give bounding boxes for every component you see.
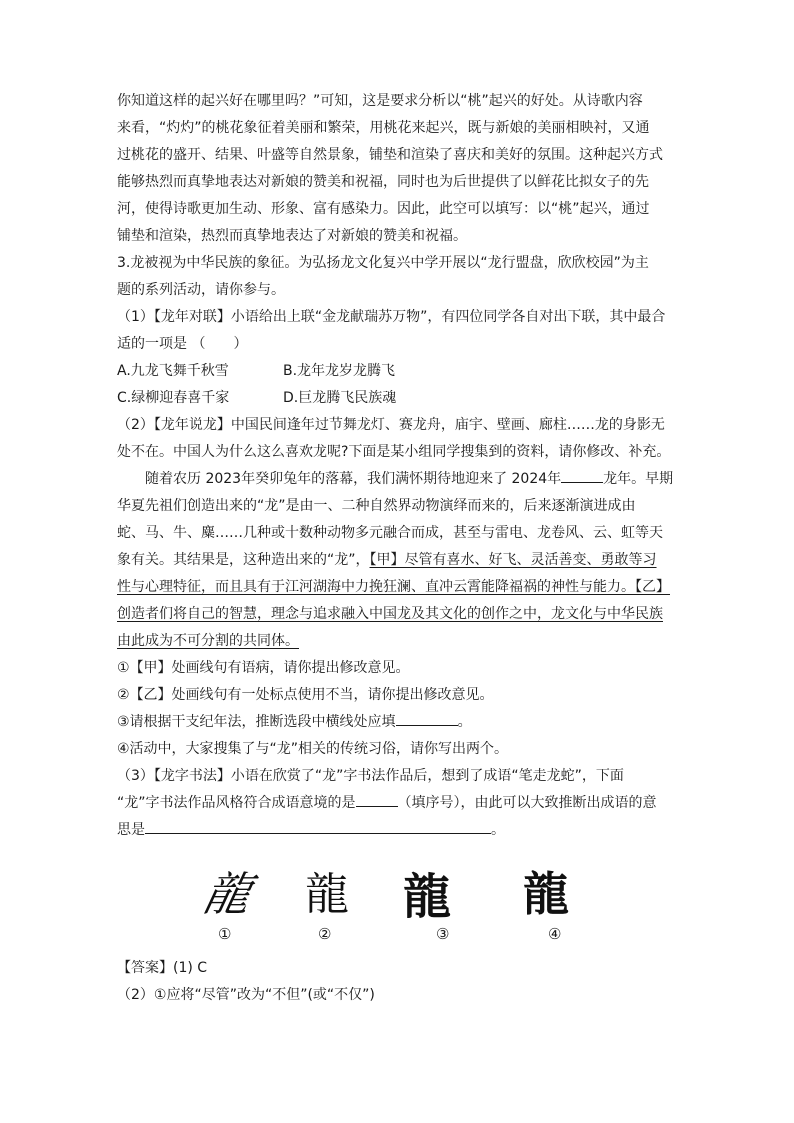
calligraphy-glyph-3: 龍 — [403, 869, 452, 925]
sub-question: ②【乙】处画线句有一处标点使用不当，请你提出修改意见。 — [117, 687, 494, 703]
fill-blank — [356, 792, 398, 807]
sub-question — [117, 709, 677, 736]
fill-blank — [396, 711, 458, 726]
passage-line — [117, 466, 677, 493]
passage-text: 龙年。早期 — [603, 471, 674, 487]
sub-question: ①【甲】处画线句有语病，请你提出修改意见。 — [117, 660, 410, 676]
answer-line: 【答案】(1) C — [117, 960, 208, 976]
fill-blank — [561, 468, 603, 483]
fill-blank — [145, 819, 491, 834]
calligraphy-samples — [198, 858, 605, 925]
calligraphy-glyph-4: 龍 — [523, 867, 569, 921]
option-a: A.九龙飞舞千秋雪 — [117, 363, 229, 379]
intro-line: 来看，“灼灼”的桃花象征着美丽和繁荣，用桃花来起兴，既与新娘的美丽相映衬，又通 — [117, 120, 650, 136]
part1-prompt: 适的一项是 （ ） — [117, 336, 248, 352]
main-text — [117, 88, 677, 844]
calligraphy-number: ④ — [548, 925, 562, 943]
underlined-sentence-jia: 【甲】尽管有喜水、好飞、灵活善变、勇敢等习 — [369, 552, 657, 568]
answer-section — [117, 955, 677, 1009]
passage-line — [117, 574, 677, 601]
intro-line: 河，使得诗歌更加生动、形象、富有感染力。因此，此空可以填写：以“桃”起兴，通过 — [117, 201, 650, 217]
underlined-sentence-yi: 【乙】 — [635, 579, 670, 595]
intro-line: 你知道这样的起兴好在哪里吗？”可知，这是要求分析以“桃”起兴的好处。从诗歌内容 — [117, 93, 643, 109]
calligraphy-number: ② — [318, 925, 332, 943]
question-stem: 3.龙被视为中华民族的象征。为弘扬龙文化复兴中学开展以“龙行盟盘，欣欣校园”为主 — [117, 255, 649, 271]
calligraphy-number: ③ — [436, 925, 450, 943]
part3-prompt — [117, 817, 677, 844]
part3-prompt: （3）【龙字书法】小语在欣赏了“龙”字书法作品后，想到了成语“笔走龙蛇”，下面 — [117, 768, 624, 784]
passage-line: 华夏先祖们创造出来的“龙”是由一、二种自然界动物演绎而来的，后来逐渐演进成由 — [117, 498, 636, 514]
passage-text: 象有关。其结果是，这种造出来的“龙”， — [117, 552, 370, 568]
sub-question-text: 。 — [457, 714, 472, 730]
passage-line: 蛇、马、牛、麋……几种或十数种动物多元融合而成，甚至与雷电、龙卷风、云、虹等天 — [117, 525, 663, 541]
underlined-sentence-jia: 性与心理特征，而且具有于江河湖海中力挽狂澜、直冲云霄能降福祸的神性与能力。 — [117, 579, 635, 595]
options-row — [117, 385, 677, 412]
passage-text: 随着农历 2023年癸卯兔年的落幕，我们满怀期待地迎来了 2024年 — [145, 471, 562, 487]
option-b: B.龙年龙岁龙腾飞 — [283, 363, 396, 379]
answer-line: （2）①应将“尽管”改为“不但”(或“不仅”) — [117, 987, 375, 1003]
question-stem: 题的系列活动，请你参与。 — [117, 282, 285, 298]
part1-prompt: （1）【龙年对联】小语给出上联“金龙献瑞苏万物”，有四位同学各自对出下联，其中最合 — [117, 309, 666, 325]
options-row — [117, 358, 677, 385]
part2-prompt: 处不在。中国人为什么这么喜欢龙呢?下面是某小组同学搜集到的资料，请你修改、补充。 — [117, 444, 671, 460]
option-c: C.绿柳迎春喜千家 — [117, 390, 230, 406]
intro-line: 铺垫和渲染，热烈而真挚地表达了对新娘的赞美和祝福。 — [117, 228, 467, 244]
part3-text: “龙”字书法作品风格符合成语意境的是 — [117, 795, 356, 811]
calligraphy-glyph-2: 龍 — [305, 869, 349, 920]
part3-text: 思是 — [117, 822, 145, 838]
intro-line: 过桃花的盛开、结果、叶盛等自然景象，铺垫和渲染了喜庆和美好的氛围。这种起兴方式 — [117, 147, 663, 163]
sub-question-text: ③请根据干支纪年法，推断选段中横线处应填 — [117, 714, 396, 730]
sub-question: ④活动中，大家搜集了与“龙”相关的传统习俗，请你写出两个。 — [117, 741, 509, 757]
underlined-sentence-yi: 创造者们将自己的智慧，理念与追求融入中国龙及其文化的创作之中，龙文化与中华民族 — [117, 606, 663, 622]
calligraphy-number: ① — [218, 925, 232, 943]
option-d: D.巨龙腾飞民族魂 — [283, 390, 397, 406]
part3-prompt — [117, 790, 677, 817]
part3-text: （填序号），由此可以大致推断出成语的意 — [397, 795, 657, 811]
calligraphy-numbers — [218, 925, 618, 947]
calligraphy-glyph-1: 龍 — [198, 867, 251, 921]
part3-text: 。 — [491, 822, 505, 838]
passage-line — [117, 547, 677, 574]
underlined-sentence-yi: 由此成为不可分割的共同体。 — [117, 633, 299, 649]
part2-prompt: （2）【龙年说龙】中国民间逢年过节舞龙灯、赛龙舟，庙宇、壁画、廊柱……龙的身影无 — [117, 417, 665, 433]
intro-line: 能够热烈而真挚地表达对新娘的赞美和祝福，同时也为后世提供了以鲜花比拟女子的先 — [117, 174, 649, 190]
